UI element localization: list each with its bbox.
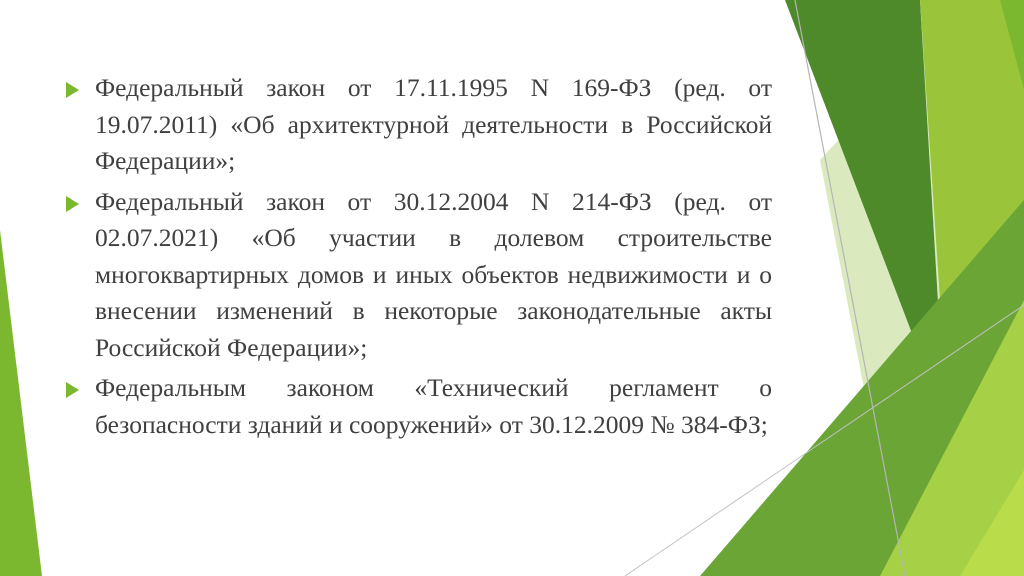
bullet-item-law-169 [66, 70, 772, 180]
bullet-list [66, 70, 772, 447]
deco-left-triangle [0, 230, 42, 576]
triangle-right-icon [66, 82, 79, 98]
triangle-right-icon [66, 382, 79, 398]
bullet-text: Федеральным законом «Технический регламент о безопасности зданий и сооружений» от 30.12.2009 № 384-ФЗ; [95, 373, 772, 439]
bullet-text: Федеральный закон от 17.11.1995 N 169-ФЗ (ред. от 19.07.2011) «Об архитектурной деятельности в Российской Федерации»; [95, 73, 772, 175]
bullet-item-law-384 [66, 370, 772, 443]
triangle-right-icon [66, 196, 79, 212]
bullet-text: Федеральный закон от 30.12.2004 N 214-ФЗ (ред. от 02.07.2021) «Об участии в долевом строительстве многоквартирных домов и иных объектов недвижимости и о внесении изменений в некоторые законодательные акты Российской Федерации»; [95, 186, 772, 362]
bullet-item-law-214 [66, 184, 772, 367]
